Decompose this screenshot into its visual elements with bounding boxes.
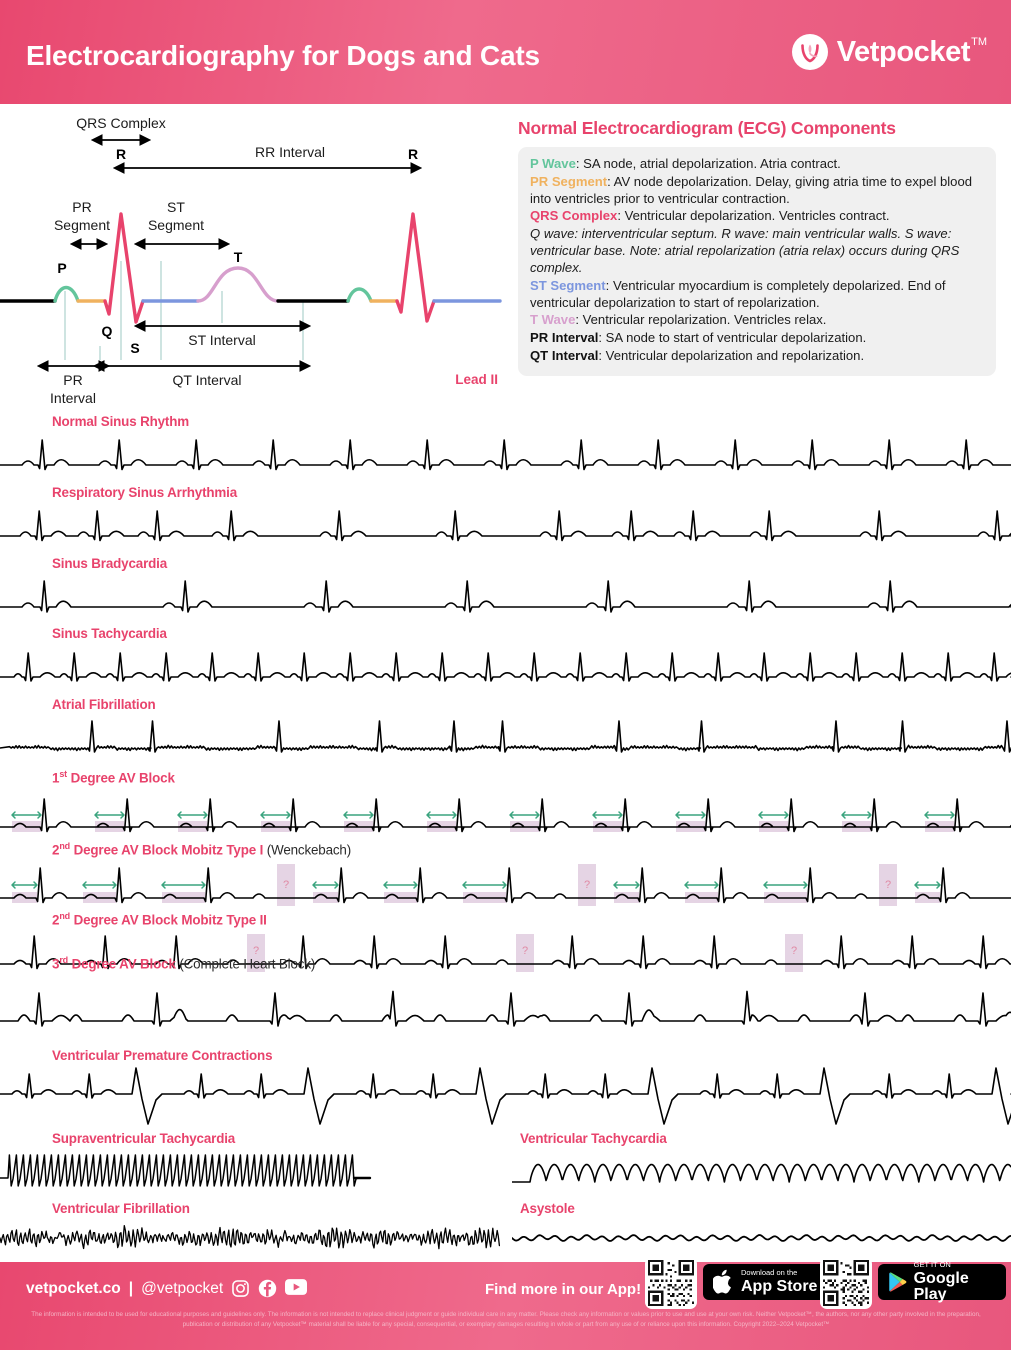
app-store-small-label: Download on the — [741, 1268, 798, 1278]
label-pr-interval-line2: Interval — [50, 390, 96, 406]
label-qt-interval: QT Interval — [172, 372, 242, 388]
ecg-component-text: : Ventricular depolarization. Ventricles contract. — [617, 208, 890, 224]
youtube-icon[interactable] — [285, 1279, 304, 1298]
rhythm-label-sinus-tachycardia: Sinus Tachycardia — [52, 626, 167, 641]
page-title: Electrocardiography for Dogs and Cats — [26, 40, 540, 71]
rhythm-strip-third-degree-av-block — [0, 988, 1011, 1034]
label-pr-segment-line2: Segment — [53, 217, 111, 233]
footer-links — [26, 1279, 304, 1298]
guide-lines — [65, 261, 303, 360]
label-pr-interval-line1: PR — [63, 372, 83, 388]
rhythm-label-respiratory-sinus-arrhythmia: Respiratory Sinus Arrhythmia — [52, 485, 238, 500]
app-store-big-label: App Store — [741, 1277, 818, 1295]
label-st-segment-line1: ST — [167, 199, 185, 215]
rhythm-label-asystole: Asystole — [520, 1201, 575, 1216]
rhythm-label-paren: (Wenckebach) — [263, 842, 352, 858]
rhythm-label-prefix: 1 — [52, 770, 60, 786]
svg-text:?: ? — [282, 879, 290, 891]
footer-disclaimer: The information is intended to be used for educational purposes and guidelines only. The information is not intended to replace clinical judgment or guide individual care in any matter. Please check any information or values prior to use and use at your own risk. Neither Vetpocket™, the authors, nor any other party involved in the preparation, publication or distribution of any Vetpocket™ material shall be liable for any special, consequential, or exemplary damages resulting in whole or part from any use of or reliance upon this information. Copyright 2022–2024 Vetpocket™ — [31, 1311, 981, 1328]
ecg-components-list — [518, 147, 996, 376]
ecg-component-text: : SA node, atrial depolarization. Atria contract. — [575, 156, 841, 171]
rhythm-strip-respiratory-sinus-arrhythmia — [0, 503, 1011, 549]
label-wave-s: S — [130, 340, 140, 356]
rhythm-strip-sinus-tachycardia — [0, 644, 1011, 690]
footer-handle[interactable]: @vetpocket — [141, 1279, 224, 1297]
rhythm-label-paren: (Complete Heart Block) — [175, 956, 316, 972]
rhythm-label-main: Degree AV Block — [68, 956, 176, 972]
ecg-component-entry — [530, 312, 984, 329]
rhythm-strip-second-degree-av-block-mobitz-i — [0, 856, 1011, 908]
rhythm-label-prefix: 2 — [52, 842, 60, 858]
rhythm-label-prefix: 3 — [52, 956, 60, 972]
rhythm-strip-asystole — [512, 1216, 1011, 1256]
ecg-component-key: ST Segment — [530, 277, 606, 293]
label-lead-ii: Lead II — [455, 372, 498, 387]
label-pr-segment-line1: PR — [72, 199, 92, 215]
label-wave-q: Q — [101, 323, 113, 339]
qrs-complex-line — [105, 214, 143, 322]
ecg-component-text: : AV node depolarization. Delay, giving atria time to expel blood into ventricles prior to ventricular contraction. — [530, 173, 973, 206]
label-wave-p: P — [57, 260, 67, 276]
rhythm-label-sinus-bradycardia: Sinus Bradycardia — [52, 556, 168, 571]
rhythm-label-atrial-fibrillation: Atrial Fibrillation — [52, 697, 156, 712]
ecg-component-entry — [530, 278, 984, 312]
googleplay-qr-code[interactable] — [820, 1257, 872, 1309]
rhythm-strip-atrial-fibrillation — [0, 715, 1011, 761]
rhythm-label-prefix: 2 — [52, 912, 60, 928]
rhythm-strip-ventricular-fibrillation — [0, 1216, 500, 1256]
t-wave-segment — [198, 268, 278, 301]
svg-text:?: ? — [521, 945, 529, 957]
ecg-component-text: : Ventricular repolarization. Ventricles relax. — [575, 312, 827, 328]
facebook-icon[interactable] — [258, 1279, 277, 1298]
vetpocket-logo-icon — [792, 34, 828, 70]
label-st-segment-line2: Segment — [147, 217, 205, 233]
rhythm-label-normal-sinus-rhythm: Normal Sinus Rhythm — [52, 414, 190, 429]
apple-icon — [713, 1269, 735, 1295]
ecg-component-text: : Ventricular myocardium is completely depolarized. End of ventricular depolarization to start of repolarization. — [530, 277, 946, 310]
ecg-component-key: P Wave — [530, 156, 576, 171]
svg-text:?: ? — [583, 879, 591, 891]
brand-name: Vetpocket — [836, 35, 971, 68]
ecg-component-key: PR Interval — [530, 330, 599, 346]
rhythm-label-supraventricular-tachycardia: Supraventricular Tachycardia — [52, 1131, 236, 1146]
footer-divider: | — [128, 1279, 134, 1297]
label-qrs-complex: QRS Complex — [76, 115, 166, 131]
app-cta-text: Find more in our App! — [485, 1281, 642, 1298]
google-play-small-label: GET IT ON — [913, 1260, 951, 1270]
brand-logo — [792, 34, 987, 70]
brand-trademark: TM — [971, 35, 987, 48]
svg-text:?: ? — [884, 879, 892, 891]
rhythm-label-superscript: st — [59, 769, 68, 779]
ecg-component-key: PR Segment — [530, 173, 608, 189]
rhythm-label-main: Degree AV Block Mobitz Type II — [70, 912, 267, 928]
footer-website[interactable]: vetpocket.co — [26, 1279, 121, 1297]
rhythm-label-first-degree-av-block — [52, 769, 175, 785]
rhythm-strip-ventricular-premature-contractions — [0, 1066, 1011, 1128]
svg-text:?: ? — [790, 945, 798, 957]
ecg-component-entry — [530, 348, 984, 365]
rhythm-strip-ventricular-tachycardia — [512, 1148, 1011, 1194]
rhythm-strip-sinus-bradycardia — [0, 574, 1011, 620]
page-footer — [0, 1262, 1011, 1350]
ecg-component-key: QT Interval — [530, 347, 599, 363]
ecg-component-text: : Ventricular depolarization and repolarization. — [598, 347, 865, 363]
app-store-button[interactable] — [703, 1264, 838, 1300]
appstore-qr-code[interactable] — [645, 1257, 697, 1309]
rhythm-label-ventricular-tachycardia: Ventricular Tachycardia — [520, 1131, 667, 1146]
rhythm-label-superscript: rd — [59, 955, 69, 965]
p-wave-segment — [55, 288, 78, 302]
ecg-component-entry — [530, 208, 984, 225]
svg-text:?: ? — [252, 945, 260, 957]
label-wave-t: T — [233, 249, 243, 265]
ecg-components-panel — [518, 118, 996, 376]
rhythm-label-superscript: nd — [59, 841, 71, 851]
rhythm-label-third-degree-av-block — [52, 955, 315, 971]
rhythm-strip-first-degree-av-block — [0, 787, 1011, 837]
label-st-interval: ST Interval — [188, 332, 256, 348]
ecg-component-entry — [530, 156, 984, 173]
page-header — [0, 0, 1011, 104]
rhythm-label-main: Degree AV Block Mobitz Type I — [70, 842, 264, 858]
rhythm-label-ventricular-fibrillation: Ventricular Fibrillation — [52, 1201, 190, 1216]
ecg-component-text: : SA node to start of ventricular depolarization. — [598, 330, 867, 346]
label-rr-interval: RR Interval — [254, 144, 326, 160]
ecg-component-note: Q wave: interventricular septum. R wave: main ventricular walls. S wave: ventricular base. Note: atrial repolarization (atria relax) occurs during QRS complex. — [530, 226, 960, 275]
label-wave-r-1: R — [115, 146, 127, 162]
rhythm-label-second-degree-av-block-mobitz-ii — [52, 911, 267, 927]
google-play-button[interactable] — [878, 1260, 1006, 1303]
ecg-component-key: QRS Complex — [530, 208, 618, 224]
instagram-icon[interactable] — [231, 1279, 250, 1298]
rhythm-strip-normal-sinus-rhythm — [0, 432, 1011, 478]
rhythm-label-main: Degree AV Block — [67, 770, 175, 786]
ecg-component-entry — [530, 330, 984, 347]
label-wave-r-2: R — [407, 146, 419, 162]
rhythm-label-second-degree-av-block-mobitz-i — [52, 841, 351, 857]
ecg-components-title: Normal Electrocardiogram (ECG) Components — [518, 118, 896, 138]
ecg-component-key: T Wave — [530, 312, 576, 328]
rhythm-label-ventricular-premature-contractions: Ventricular Premature Contractions — [52, 1048, 273, 1063]
ecg-component-entry — [530, 174, 984, 208]
annotated-ecg-diagram — [0, 108, 512, 408]
google-play-icon — [888, 1270, 908, 1294]
rhythm-strip-supraventricular-tachycardia — [0, 1148, 500, 1194]
google-play-big-label: Google Play — [913, 1269, 969, 1303]
rhythm-label-superscript: nd — [59, 911, 71, 921]
